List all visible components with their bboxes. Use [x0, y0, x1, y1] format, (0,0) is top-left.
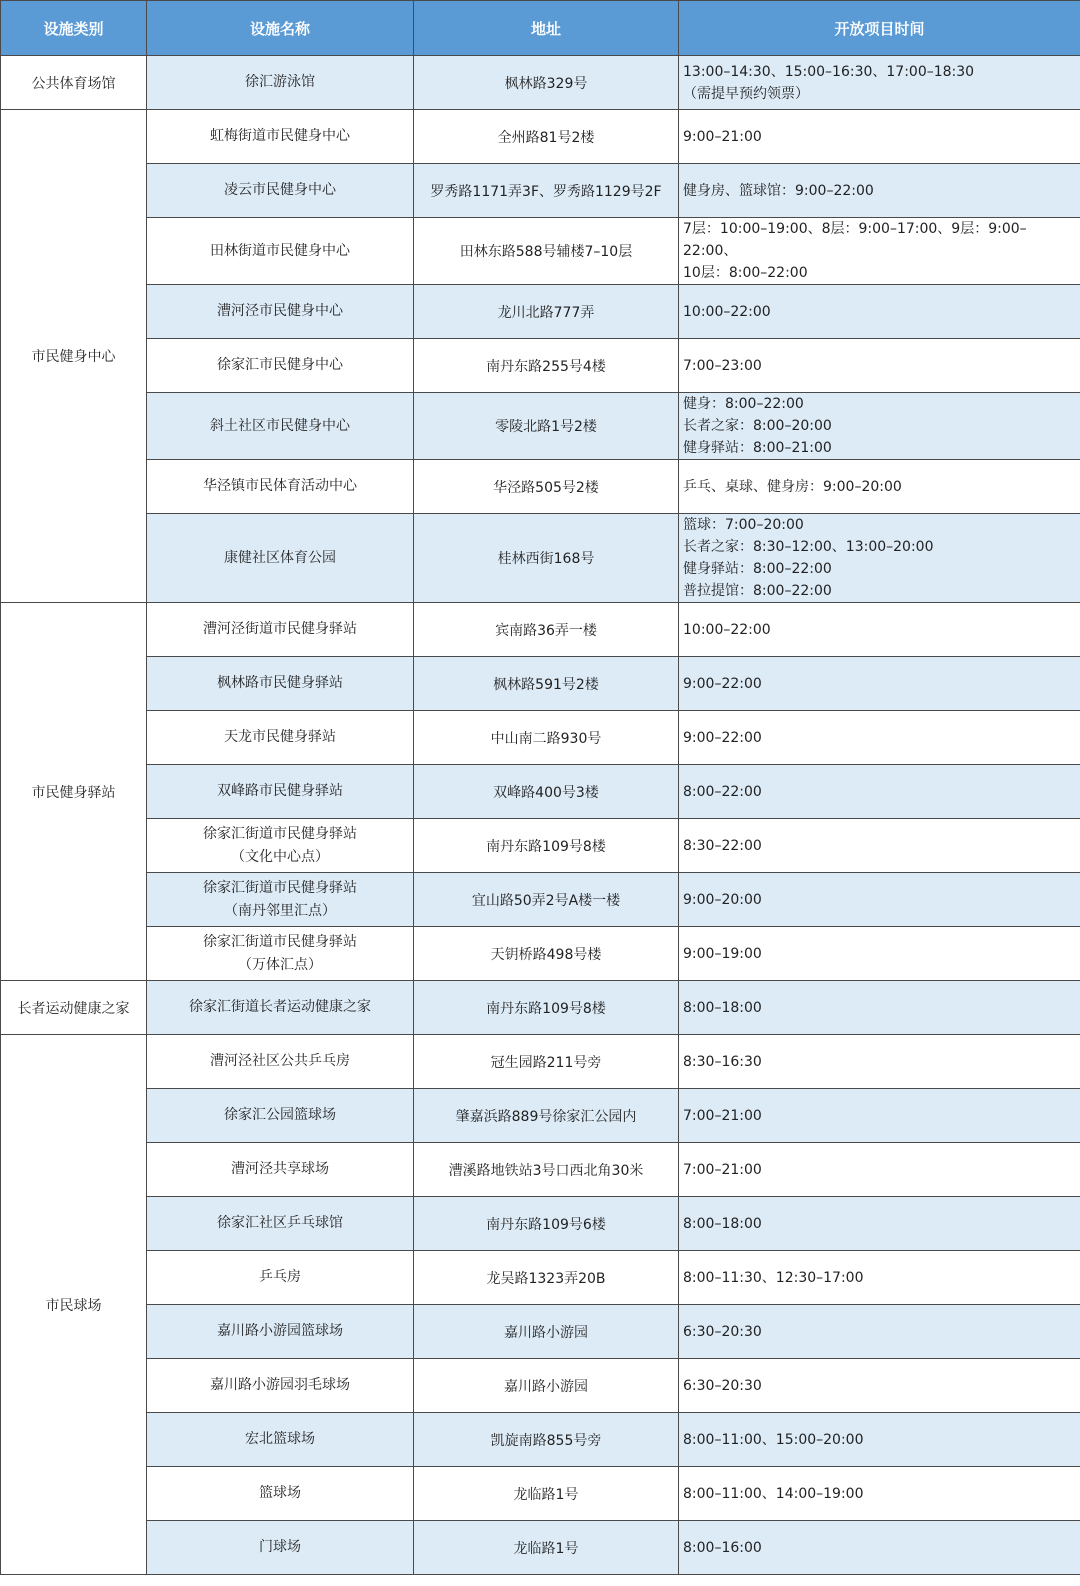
facility-name: 门球场 [147, 1521, 414, 1575]
facility-name: 田林街道市民健身中心 [147, 218, 414, 285]
facility-category: 市民健身驿站 [1, 603, 147, 981]
facility-address: 枫林路591号2楼 [414, 657, 679, 711]
table-row [1, 285, 1080, 339]
table-row [1, 1359, 1080, 1413]
facility-hours: 13:00–14:30、15:00–16:30、17:00–18:30 （需提早预约领票） [679, 56, 1080, 110]
facility-address: 肇嘉浜路889号徐家汇公园内 [414, 1089, 679, 1143]
table-row [1, 819, 1080, 873]
table-row [1, 1251, 1080, 1305]
facility-hours: 8:30–22:00 [679, 819, 1080, 873]
table-row [1, 393, 1080, 460]
facility-address: 罗秀路1171弄3F、罗秀路1129号2F [414, 164, 679, 218]
facility-address: 宜山路50弄2号A楼一楼 [414, 873, 679, 927]
facility-name: 徐家汇社区乒乓球馆 [147, 1197, 414, 1251]
facility-name: 漕河泾共享球场 [147, 1143, 414, 1197]
facility-address: 田林东路588号辅楼7–10层 [414, 218, 679, 285]
facility-name: 漕河泾市民健身中心 [147, 285, 414, 339]
facility-hours: 6:30–20:30 [679, 1359, 1080, 1413]
facility-name: 华泾镇市民体育活动中心 [147, 460, 414, 514]
table-row [1, 1197, 1080, 1251]
facility-address: 零陵北路1号2楼 [414, 393, 679, 460]
facility-address: 冠生园路211号旁 [414, 1035, 679, 1089]
facility-hours: 乒乓、桌球、健身房：9:00–20:00 [679, 460, 1080, 514]
table-row [1, 981, 1080, 1035]
facility-hours: 9:00–19:00 [679, 927, 1080, 981]
facility-category: 市民健身中心 [1, 110, 147, 603]
facility-name: 康健社区体育公园 [147, 514, 414, 603]
facility-hours: 8:00–18:00 [679, 981, 1080, 1035]
facility-address: 凯旋南路855号旁 [414, 1413, 679, 1467]
facility-hours: 7:00–21:00 [679, 1143, 1080, 1197]
facility-name: 虹梅街道市民健身中心 [147, 110, 414, 164]
facility-address: 龙吴路1323弄20B [414, 1251, 679, 1305]
table-row [1, 514, 1080, 603]
facility-name: 徐家汇公园篮球场 [147, 1089, 414, 1143]
facility-hours: 8:00–11:00、14:00–19:00 [679, 1467, 1080, 1521]
facility-address: 宾南路36弄一楼 [414, 603, 679, 657]
table-row [1, 218, 1080, 285]
table-row [1, 56, 1080, 110]
facility-category: 市民球场 [1, 1035, 147, 1575]
table-row [1, 1413, 1080, 1467]
facility-name: 乒乓房 [147, 1251, 414, 1305]
facility-hours: 7层：10:00–19:00、8层：9:00–17:00、9层：9:00–22:00、 10层：8:00–22:00 [679, 218, 1080, 285]
facility-address: 全州路81号2楼 [414, 110, 679, 164]
table-row [1, 1305, 1080, 1359]
table-row [1, 460, 1080, 514]
facility-hours: 10:00–22:00 [679, 285, 1080, 339]
table-row [1, 873, 1080, 927]
table-body [1, 56, 1080, 1575]
facility-name: 凌云市民健身中心 [147, 164, 414, 218]
facility-name: 嘉川路小游园篮球场 [147, 1305, 414, 1359]
facility-hours: 8:00–18:00 [679, 1197, 1080, 1251]
table-row [1, 657, 1080, 711]
facility-address: 华泾路505号2楼 [414, 460, 679, 514]
facility-name: 篮球场 [147, 1467, 414, 1521]
facility-address: 天钥桥路498号楼 [414, 927, 679, 981]
facility-hours: 8:00–11:00、15:00–20:00 [679, 1413, 1080, 1467]
table-row [1, 339, 1080, 393]
header-address: 地址 [414, 1, 679, 56]
facility-hours: 8:00–16:00 [679, 1521, 1080, 1575]
header-hours: 开放项目时间 [679, 1, 1080, 56]
facility-hours: 6:30–20:30 [679, 1305, 1080, 1359]
facility-hours: 8:30–16:30 [679, 1035, 1080, 1089]
facility-address: 南丹东路109号8楼 [414, 981, 679, 1035]
table-row [1, 1089, 1080, 1143]
facility-address: 桂林西街168号 [414, 514, 679, 603]
table-row [1, 1521, 1080, 1575]
facility-hours: 10:00–22:00 [679, 603, 1080, 657]
facility-hours: 7:00–23:00 [679, 339, 1080, 393]
facility-name: 徐家汇市民健身中心 [147, 339, 414, 393]
facility-name: 漕河泾街道市民健身驿站 [147, 603, 414, 657]
table-header-row [1, 1, 1080, 56]
table-row [1, 927, 1080, 981]
facility-name: 枫林路市民健身驿站 [147, 657, 414, 711]
facility-hours: 健身房、篮球馆：9:00–22:00 [679, 164, 1080, 218]
facility-name: 宏北篮球场 [147, 1413, 414, 1467]
facility-name: 天龙市民健身驿站 [147, 711, 414, 765]
facility-hours: 9:00–22:00 [679, 657, 1080, 711]
facility-hours: 篮球：7:00–20:00 长者之家：8:30–12:00、13:00–20:00 健身驿站：8:00–22:00 普拉提馆：8:00–22:00 [679, 514, 1080, 603]
facility-category: 公共体育场馆 [1, 56, 147, 110]
facility-address: 南丹东路109号8楼 [414, 819, 679, 873]
header-category: 设施类别 [1, 1, 147, 56]
facility-category: 长者运动健康之家 [1, 981, 147, 1035]
facility-hours: 9:00–22:00 [679, 711, 1080, 765]
facility-address: 枫林路329号 [414, 56, 679, 110]
facility-name: 徐家汇街道长者运动健康之家 [147, 981, 414, 1035]
facility-address: 中山南二路930号 [414, 711, 679, 765]
header-name: 设施名称 [147, 1, 414, 56]
table-row [1, 164, 1080, 218]
facility-address: 龙临路1号 [414, 1521, 679, 1575]
facility-name: 徐汇游泳馆 [147, 56, 414, 110]
facility-name: 斜土社区市民健身中心 [147, 393, 414, 460]
facility-hours: 8:00–22:00 [679, 765, 1080, 819]
facility-address: 嘉川路小游园 [414, 1359, 679, 1413]
facility-address: 龙临路1号 [414, 1467, 679, 1521]
table-row [1, 110, 1080, 164]
facility-hours: 9:00–20:00 [679, 873, 1080, 927]
facility-address: 龙川北路777弄 [414, 285, 679, 339]
table-row [1, 1143, 1080, 1197]
facility-name: 嘉川路小游园羽毛球场 [147, 1359, 414, 1413]
table-row [1, 765, 1080, 819]
table-row [1, 1467, 1080, 1521]
facility-name: 徐家汇街道市民健身驿站 （文化中心点） [147, 819, 414, 873]
table-row [1, 1035, 1080, 1089]
facility-address: 双峰路400号3楼 [414, 765, 679, 819]
facility-hours: 8:00–11:30、12:30–17:00 [679, 1251, 1080, 1305]
facility-hours: 9:00–21:00 [679, 110, 1080, 164]
facility-hours: 7:00–21:00 [679, 1089, 1080, 1143]
facility-name: 徐家汇街道市民健身驿站 （南丹邻里汇点） [147, 873, 414, 927]
table-row [1, 603, 1080, 657]
facility-hours: 健身：8:00–22:00 长者之家：8:00–20:00 健身驿站：8:00–21:00 [679, 393, 1080, 460]
facility-name: 漕河泾社区公共乒乓房 [147, 1035, 414, 1089]
facility-name: 徐家汇街道市民健身驿站 （万体汇点） [147, 927, 414, 981]
table-row [1, 711, 1080, 765]
facility-address: 南丹东路255号4楼 [414, 339, 679, 393]
facility-address: 南丹东路109号6楼 [414, 1197, 679, 1251]
facility-name: 双峰路市民健身驿站 [147, 765, 414, 819]
facility-address: 嘉川路小游园 [414, 1305, 679, 1359]
facility-address: 漕溪路地铁站3号口西北角30米 [414, 1143, 679, 1197]
